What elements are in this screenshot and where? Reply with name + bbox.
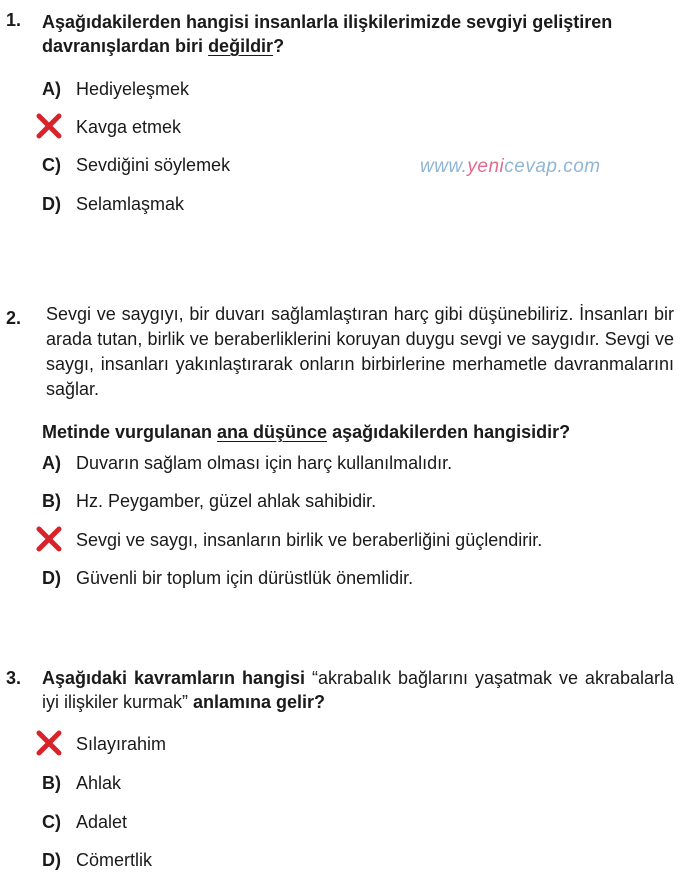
option-b[interactable] [42, 488, 376, 514]
option-letter: A) [42, 453, 61, 473]
option-letter: A) [42, 79, 61, 99]
option-text: Sevgi ve saygı, insanların birlik ve beraberliğini güçlendirir. [76, 530, 543, 550]
question-passage: Sevgi ve saygıyı, bir duvarı sağlamlaştıran harç gibi düşünebiliriz. İnsanları bir arada tutan, birlik ve beraberliklerini koruyan duygu sevgi ve saygıdır. Sevgi ve saygı, insanları yakınlaştırarak onların birbirlerine merhametle davranmalarını sağlar. [46, 304, 674, 399]
option-letter: B) [42, 773, 61, 793]
correct-answer-cross-icon [34, 728, 64, 758]
option-a[interactable] [42, 731, 166, 757]
option-d[interactable] [42, 191, 184, 217]
option-b[interactable] [42, 114, 181, 140]
option-text: Sevdiğini söylemek [76, 155, 231, 175]
option-c[interactable] [42, 527, 542, 553]
option-text: Adalet [76, 812, 128, 832]
option-letter: D) [42, 850, 61, 870]
option-letter: D) [42, 194, 61, 214]
option-text: Kavga etmek [76, 117, 182, 137]
question-stem: Metinde vurgulanan ana düşünce aşağıdakilerden hangisidir? [42, 422, 571, 442]
question-stem: Aşağıdakilerden hangisi insanlarla ilişkilerimizde sevgiyi geliştiren davranışlardan biri değildir? [42, 12, 613, 56]
option-letter: D) [42, 568, 61, 588]
question-number: 1. [6, 10, 22, 30]
watermark-text: www.yenicevap.com [420, 156, 601, 177]
option-a[interactable] [42, 76, 189, 102]
wrong-answer-cross-icon [34, 111, 64, 141]
option-b[interactable] [42, 770, 121, 796]
option-c[interactable] [42, 152, 230, 178]
question-number: 2. [6, 308, 22, 328]
option-c[interactable] [42, 809, 127, 835]
option-d[interactable] [42, 565, 413, 591]
option-text: Cömertlik [76, 850, 153, 870]
option-text: Sılayırahim [76, 734, 167, 754]
option-text: Duvarın sağlam olması için harç kullanılmalıdır. [76, 453, 453, 473]
option-d[interactable] [42, 847, 152, 873]
option-letter: C) [42, 812, 61, 832]
option-letter: C) [42, 155, 61, 175]
question-number: 3. [6, 668, 22, 688]
option-text: Hz. Peygamber, güzel ahlak sahibidir. [76, 491, 377, 511]
option-text: Güvenli bir toplum için dürüstlük önemlidir. [76, 568, 414, 588]
option-letter: B) [42, 491, 61, 511]
option-text: Selamlaşmak [76, 194, 185, 214]
correct-answer-cross-icon [34, 524, 64, 554]
option-text: Hediyeleşmek [76, 79, 190, 99]
question-stem: Aşağıdaki kavramların hangisi “akrabalık bağlarını yaşatmak ve akrabalarla iyi ilişkiler kurmak” anlamına gelir? [42, 668, 674, 712]
option-text: Ahlak [76, 773, 122, 793]
option-a[interactable] [42, 450, 452, 476]
